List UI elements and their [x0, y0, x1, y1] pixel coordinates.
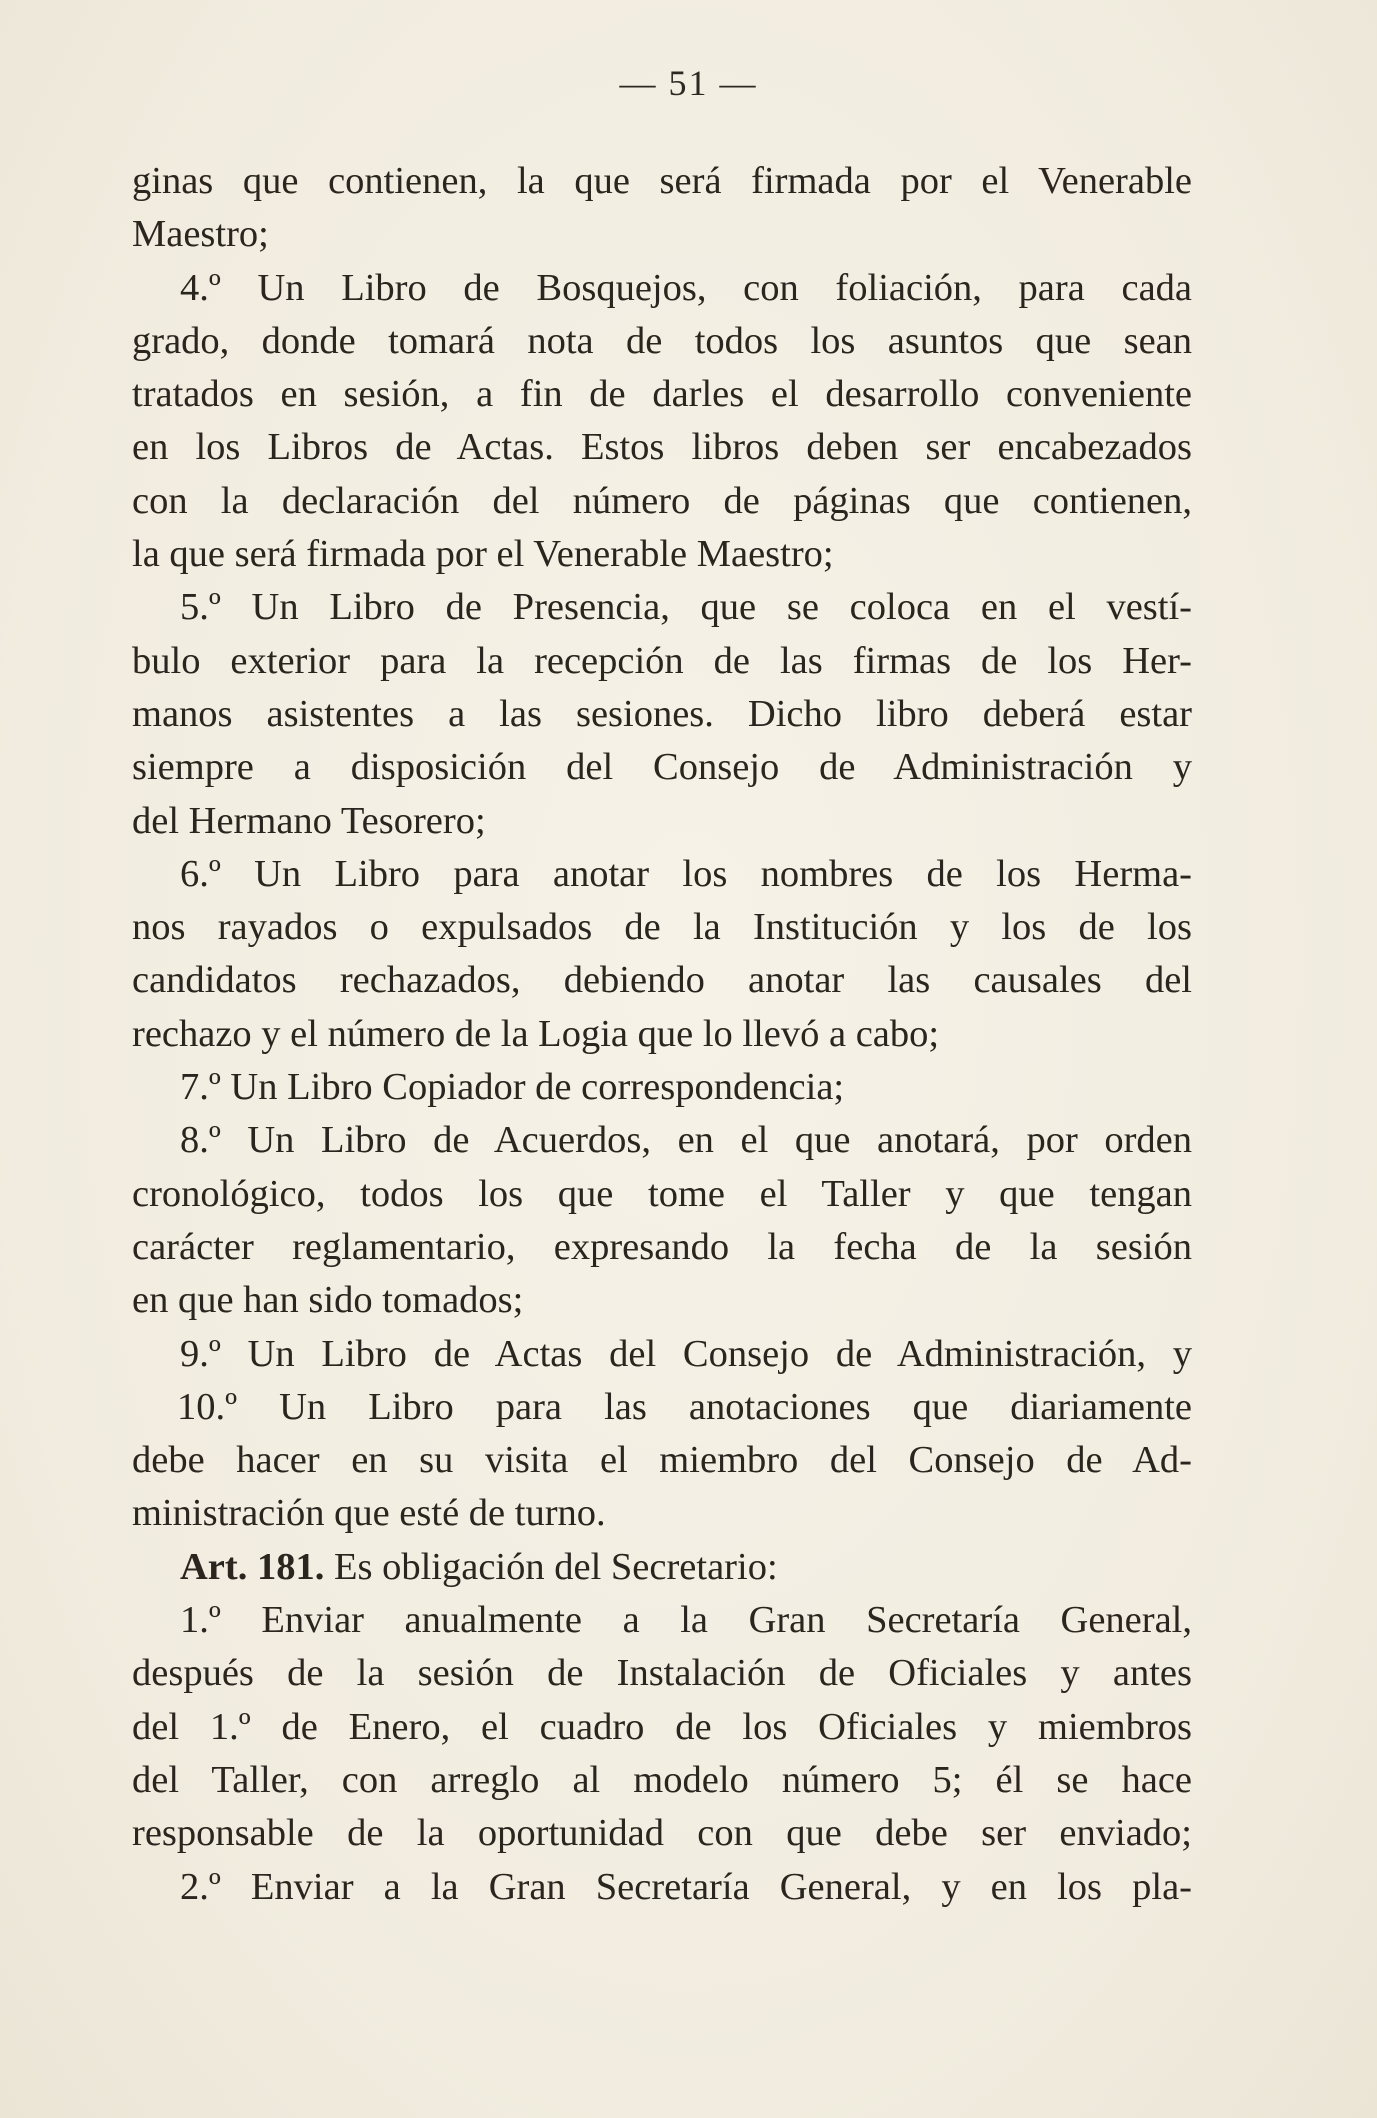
text-line: 4.º Un Libro de Bosquejos, con foliación, para cada	[180, 266, 1192, 309]
text-line: después de la sesión de Instalación de Oficiales y antes	[132, 1652, 1192, 1695]
text-line: rechazo y el número de la Logia que lo llevó a cabo;	[132, 1012, 940, 1055]
text-line: cronológico, todos los que tome el Taller y que tengan	[132, 1172, 1192, 1215]
text-line: debe hacer en su visita el miembro del Consejo de Ad-	[132, 1439, 1192, 1482]
text-line: ginas que contienen, la que será firmada por el Venerable	[132, 160, 1192, 202]
article-number: Art. 181.	[180, 1545, 325, 1588]
text-line: del 1.º de Enero, el cuadro de los Oficiales y miembros	[132, 1705, 1192, 1748]
text-line: del Hermano Tesorero;	[132, 799, 486, 842]
text-line: 8.º Un Libro de Acuerdos, en el que anotará, por orden	[180, 1119, 1192, 1162]
text-line: Maestro;	[132, 213, 269, 256]
text-line: bulo exterior para la recepción de las firmas de los Her-	[132, 639, 1192, 682]
text-line: del Taller, con arreglo al modelo número 5; él se hace	[132, 1758, 1192, 1801]
text-line: 5.º Un Libro de Presencia, que se coloca en el vestí-	[180, 586, 1192, 629]
text-line: siempre a disposición del Consejo de Administración y	[132, 746, 1192, 789]
text-line: carácter reglamentario, expresando la fecha de la sesión	[132, 1225, 1192, 1268]
body-text	[132, 155, 1192, 1914]
text-line: responsable de la oportunidad con que debe ser enviado;	[132, 1812, 1192, 1855]
text-line: 1.º Enviar anualmente a la Gran Secretaría General,	[180, 1599, 1192, 1642]
text-line: en los Libros de Actas. Estos libros deben ser encabezados	[132, 426, 1192, 469]
text-line: en que han sido tomados;	[132, 1279, 524, 1322]
article-heading-line	[132, 1541, 1192, 1594]
article-text: Es obligación del Secretario:	[324, 1545, 778, 1588]
text-line: 7.º Un Libro Copiador de correspondencia;	[180, 1066, 845, 1109]
text-line: 2.º Enviar a la Gran Secretaría General, y en los pla-	[180, 1865, 1192, 1908]
text-line: con la declaración del número de páginas que contienen,	[132, 479, 1192, 522]
text-line: grado, donde tomará nota de todos los asuntos que sean	[132, 319, 1192, 362]
text-line: la que será firmada por el Venerable Maestro;	[132, 533, 834, 576]
text-line: manos asistentes a las sesiones. Dicho libro deberá estar	[132, 692, 1192, 735]
text-line: ministración que esté de turno.	[132, 1492, 606, 1535]
text-line: tratados en sesión, a fin de darles el desarrollo conveniente	[132, 373, 1192, 416]
text-line: 6.º Un Libro para anotar los nombres de los Herma-	[180, 852, 1192, 895]
text-line: 9.º Un Libro de Actas del Consejo de Administración, y	[180, 1332, 1192, 1375]
text-line: 10.º Un Libro para las anotaciones que diariamente	[177, 1385, 1192, 1428]
text-line: nos rayados o expulsados de la Institución y los de los	[132, 906, 1192, 949]
text-line: candidatos rechazados, debiendo anotar las causales del	[132, 959, 1192, 1002]
page-number: — 51 —	[619, 63, 758, 103]
